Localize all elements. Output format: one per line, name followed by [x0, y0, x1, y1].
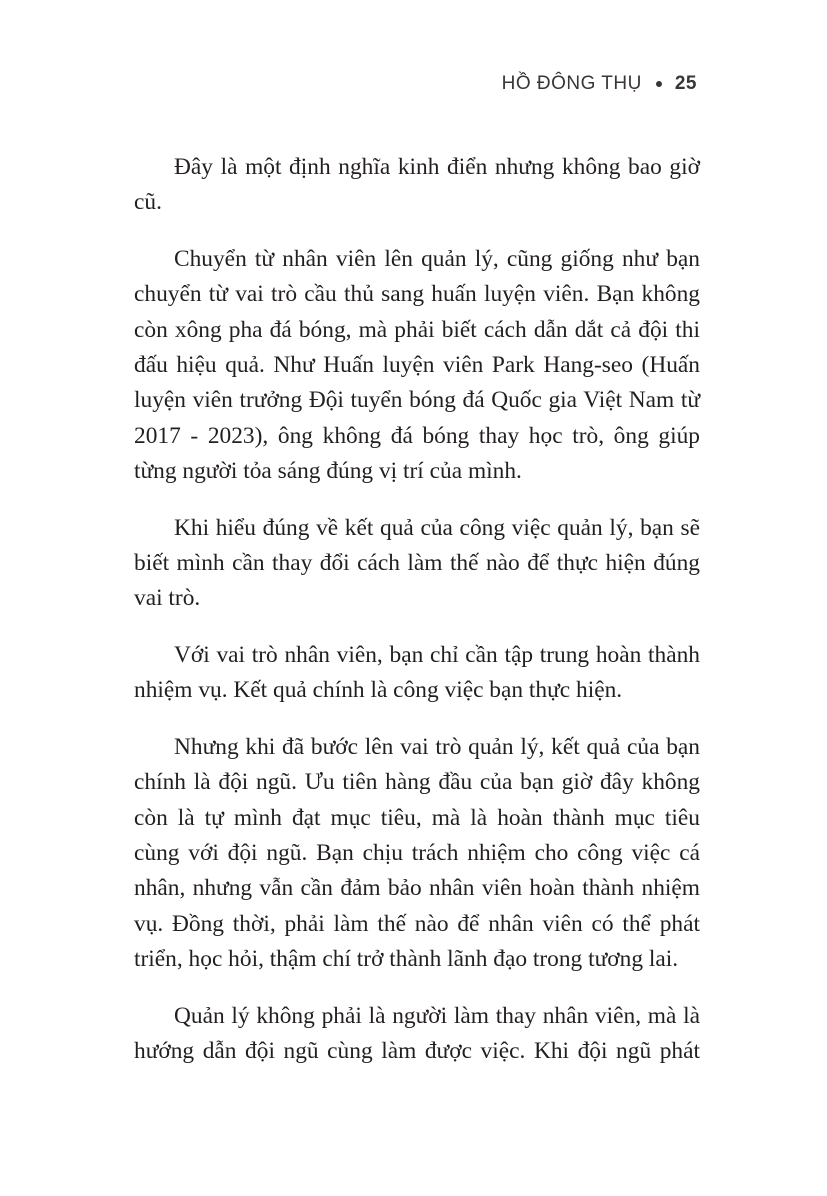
- bullet-separator-icon: [656, 81, 662, 87]
- running-head-author: HỒ ĐÔNG THỤ: [501, 73, 642, 94]
- paragraph-4: Với vai trò nhân viên, bạn chỉ cần tập trung hoàn thành nhiệm vụ. Kết quả chính là công việc bạn thực hiện.: [134, 641, 700, 704]
- paragraph-2: Chuyển từ nhân viên lên quản lý, cũng giống như bạn chuyển từ vai trò cầu thủ sang huấn luyện viên. Bạn không còn xông pha đá bóng, mà phải biết cách dẫn dắt cả đội thi đấu hiệu quả. Như Huấn luyện viên Park Hang-seo (Huấn luyện viên trưởng Đội tuyển bóng đá Quốc gia Việt Nam từ 2017 - 2023), ông không đá bóng thay học trò, ông giúp từng người tỏa sáng đúng vị trí của mình.: [134, 245, 700, 485]
- paragraph-5: Nhưng khi đã bước lên vai trò quản lý, kết quả của bạn chính là đội ngũ. Ưu tiên hàng đầu của bạn giờ đây không còn là tự mình đạt mục tiêu, mà là hoàn thành mục tiêu cùng với đội ngũ. Bạn chịu trách nhiệm cho công việc cá nhân, nhưng vẫn cần đảm bảo nhân viên hoàn thành nhiệm vụ. Đồng thời, phải làm thế nào để nhân viên có thể phát triển, học hỏi, thậm chí trở thành lãnh đạo trong tương lai.: [134, 733, 700, 973]
- paragraph-3: Khi hiểu đúng về kết quả của công việc quản lý, bạn sẽ biết mình cần thay đổi cách làm thế nào để thực hiện đúng vai trò.: [134, 514, 700, 612]
- paragraph-1: Đây là một định nghĩa kinh điển nhưng không bao giờ cũ.: [134, 154, 700, 216]
- page-number: 25: [674, 73, 697, 94]
- running-head: [502, 70, 697, 98]
- body-text: [134, 150, 700, 1090]
- paragraph-6: Quản lý không phải là người làm thay nhân viên, mà là hướng dẫn đội ngũ cùng làm được việc. Khi đội ngũ phát: [134, 1002, 700, 1064]
